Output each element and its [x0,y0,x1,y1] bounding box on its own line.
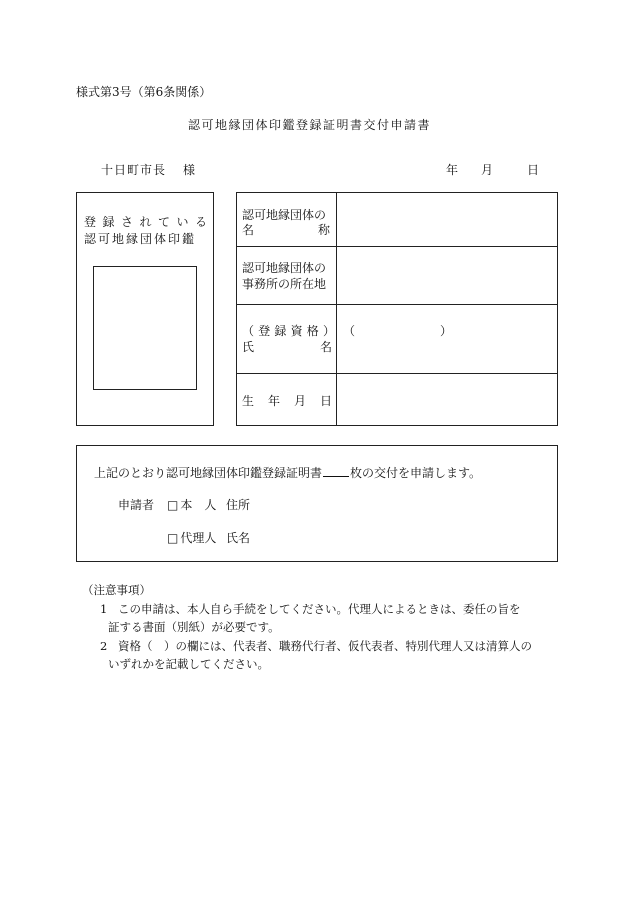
office-address-field[interactable] [338,248,556,303]
agent-option[interactable] [167,532,216,544]
qualification-label: （登録資格） [242,324,340,338]
birthdate-label-2: 年 [268,394,281,408]
seal-section [76,192,214,426]
self-option[interactable] [167,499,216,511]
birthdate-label-3: 月 [294,394,307,408]
org-name-label-name: 名 [242,223,255,237]
agent-checkbox[interactable]: □ [167,531,179,545]
qualification-open-paren: （ [343,324,356,338]
form-number: 様式第3号（第6条関係） [76,85,212,99]
note-1-line2: 証する書面（別紙）が必要です。 [108,620,280,634]
date-year-label: 年 [446,163,459,177]
addressee: 十日町市長 [101,163,167,177]
seal-impression-box[interactable] [93,266,197,390]
table-column-divider [336,192,337,426]
seal-label-line1: 登録されている [84,215,214,229]
request-section [76,445,558,562]
representative-name-label-first: 氏 [242,340,255,354]
qualification-close-paren: ） [440,324,453,338]
birthdate-label-4: 日 [320,394,333,408]
request-text-before: 上記のとおり認可地縁団体印鑑登録証明書 [94,466,323,480]
date-day-label: 日 [527,163,540,177]
note-1-line1: この申請は、本人自ら手続をしてください。代理人によるときは、委任の旨を [118,602,521,616]
note-2-line1: 資格（ ）の欄には、代表者、職務代行者、仮代表者、特別代理人又は清算人の [118,639,532,653]
representative-name-label-last: 名 [320,340,333,354]
address-label: 住所 [226,498,251,512]
org-name-field[interactable] [338,194,556,245]
copies-blank-field[interactable] [323,466,349,477]
request-text-after: 枚の交付を申請します。 [350,466,482,480]
table-row-divider [236,373,558,374]
table-row-divider [236,304,558,305]
org-name-label-title: 称 [318,223,331,237]
org-name-label-line1: 認可地縁団体の [242,208,327,222]
note-2-number: 2 [100,639,108,653]
applicant-label: 申請者 [118,498,155,512]
honorific: 様 [183,163,196,177]
office-address-label-line2: 事務所の所在地 [242,277,327,291]
request-statement [94,466,481,479]
document-title: 認可地縁団体印鑑登録証明書交付申請書 [188,118,432,132]
notes-heading: （注意事項） [82,583,151,597]
note-1-number: 1 [100,602,108,616]
date-month-label: 月 [481,163,494,177]
table-row-divider [236,246,558,247]
name-label: 氏名 [226,531,251,545]
birthdate-label-1: 生 [242,394,255,408]
self-checkbox[interactable]: □ [167,498,179,512]
note-2-line2: いずれかを記載してください。 [108,657,269,671]
seal-label-line2: 認可地縁団体印鑑 [84,232,197,246]
self-label: 本 人 [180,498,217,512]
representative-field[interactable] [338,306,556,372]
agent-label: 代理人 [180,531,217,545]
birthdate-field[interactable] [338,375,556,425]
office-address-label-line1: 認可地縁団体の [242,261,327,275]
